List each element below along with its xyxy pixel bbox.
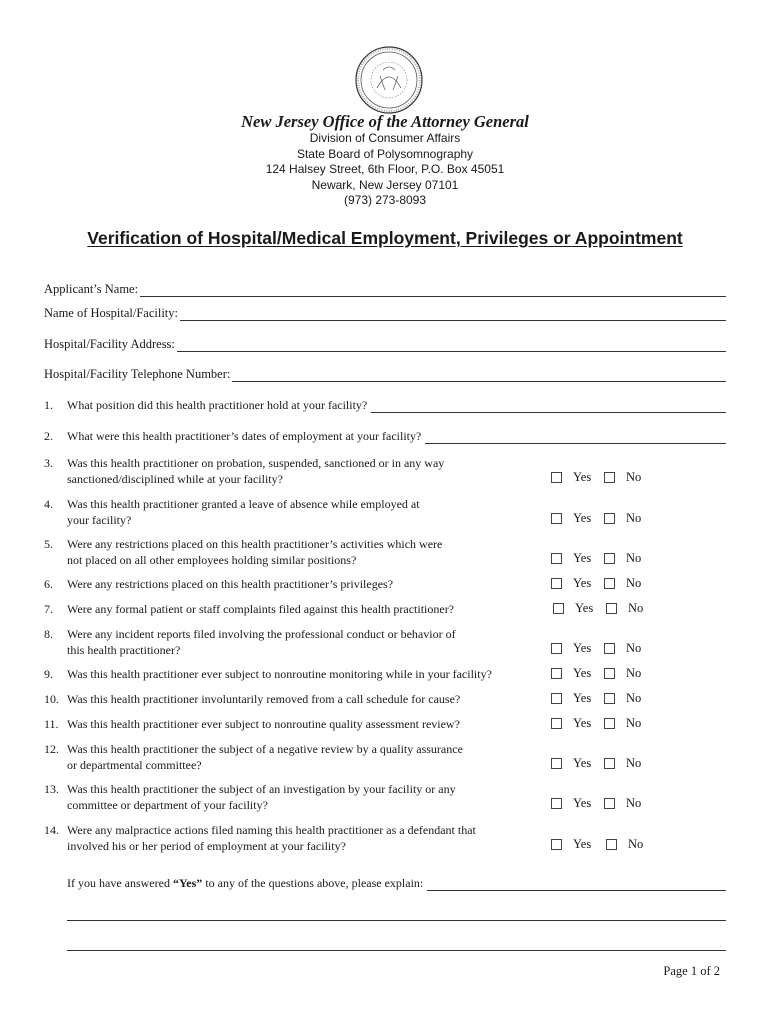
explain-field[interactable] [67,876,726,891]
question-text: Was this health practitioner the subject of an investigation by your facility or any [67,782,456,796]
question-10 [44,691,544,707]
yes-label: Yes [573,837,592,851]
facility-phone-label: Hospital/Facility Telephone Number: [44,367,231,381]
yes-no-group [551,511,651,526]
no-checkbox[interactable] [604,758,615,769]
yes-no-group [551,837,651,852]
question-4 [44,496,544,528]
yes-checkbox[interactable] [551,643,562,654]
question-7 [44,601,544,617]
no-checkbox[interactable] [604,472,615,483]
yes-checkbox[interactable] [551,513,562,524]
office-title: New Jersey Office of the Attorney General [241,112,529,131]
answer-line[interactable] [371,401,726,413]
yes-checkbox[interactable] [551,693,562,704]
question-text: Was this health practitioner involuntarily removed from a call schedule for cause? [67,692,461,706]
question-text-continued: committee or department of your facility? [67,798,268,812]
phone-number: (973) 273-8093 [343,193,427,207]
yes-label: Yes [573,576,592,590]
yes-no-group [551,691,651,706]
question-text: Were any malpractice actions filed naming this health practitioner as a defendant that [67,823,476,837]
facility-address-field[interactable] [44,337,726,352]
yes-no-group [551,576,651,591]
yes-label: Yes [573,511,592,525]
no-checkbox[interactable] [604,643,615,654]
yes-checkbox[interactable] [551,668,562,679]
facility-name-line[interactable] [180,309,726,321]
facility-address-line[interactable] [177,340,726,352]
question-number: 13. [44,782,59,796]
question-number: 9. [44,667,53,681]
question-text: Were any incident reports filed involving the professional conduct or behavior of [67,627,456,641]
yes-no-group [551,666,651,681]
question-1[interactable] [44,398,726,413]
question-text: Were any formal patient or staff complaints filed against this health practitioner? [67,602,455,616]
question-9 [44,666,544,682]
division-line: Division of Consumer Affairs [309,131,461,145]
no-checkbox[interactable] [604,553,615,564]
yes-label: Yes [573,551,592,565]
yes-label: Yes [573,756,592,770]
yes-checkbox[interactable] [551,798,562,809]
question-5 [44,536,544,568]
no-label: No [626,691,642,705]
no-checkbox[interactable] [604,693,615,704]
question-number: 14. [44,823,59,837]
yes-checkbox[interactable] [553,603,564,614]
applicant-name-line[interactable] [140,285,726,297]
yes-label: Yes [573,796,592,810]
question-number: 5. [44,537,53,551]
question-text: Was this health practitioner ever subject to nonroutine quality assessment review? [67,717,460,731]
no-label: No [626,576,642,590]
yes-no-group [551,551,651,566]
question-text: Was this health practitioner on probation, suspended, sanctioned or in any way [67,456,445,470]
yes-checkbox[interactable] [551,472,562,483]
board-line: State Board of Polysomnography [296,147,474,161]
yes-no-group [551,796,651,811]
yes-label: Yes [573,666,592,680]
city-address: Newark, New Jersey 07101 [311,178,459,192]
no-checkbox[interactable] [604,798,615,809]
question-number: 2. [44,429,53,443]
question-number: 1. [44,398,53,412]
applicant-name-field[interactable] [44,282,726,297]
question-text-continued: your facility? [67,513,132,527]
no-label: No [626,641,642,655]
no-label: No [628,601,644,615]
yes-checkbox[interactable] [551,839,562,850]
facility-name-field[interactable] [44,306,726,321]
question-2[interactable] [44,429,726,444]
question-text: What position did this health practitioner hold at your facility? [67,398,368,412]
yes-label: Yes [573,470,592,484]
question-text: Were any restrictions placed on this health practitioner’s privileges? [67,577,394,591]
no-label: No [626,666,642,680]
yes-no-group [551,756,651,771]
question-text: Was this health practitioner the subject of a negative review by a quality assurance [67,742,463,756]
question-number: 12. [44,742,59,756]
no-label: No [628,837,644,851]
applicant-name-label: Applicant’s Name: [44,282,139,296]
yes-checkbox[interactable] [551,578,562,589]
facility-name-label: Name of Hospital/Facility: [44,306,179,320]
yes-checkbox[interactable] [551,758,562,769]
explain-line-3[interactable] [67,950,726,951]
no-label: No [626,511,642,525]
facility-phone-field[interactable] [44,367,726,382]
street-address: 124 Halsey Street, 6th Floor, P.O. Box 45051 [265,162,505,176]
question-14 [44,822,544,854]
yes-no-group [551,716,651,731]
question-number: 8. [44,627,53,641]
yes-no-group [553,601,653,616]
page-number: Page 1 of 2 [663,964,720,978]
no-label: No [626,796,642,810]
question-3 [44,455,544,487]
question-12 [44,741,544,773]
question-number: 4. [44,497,53,511]
question-6 [44,576,544,592]
facility-address-label: Hospital/Facility Address: [44,337,175,351]
question-text-continued: sanctioned/disciplined while at your facility? [67,472,283,486]
question-text: Was this health practitioner ever subject to nonroutine monitoring while in your facility? [67,667,492,681]
explain-line-2[interactable] [67,920,726,921]
yes-label: Yes [573,716,592,730]
state-seal-icon [355,46,423,114]
form-title: Verification of Hospital/Medical Employment, Privileges or Appointment [87,228,683,248]
question-13 [44,781,544,813]
yes-no-group [551,641,651,656]
no-checkbox[interactable] [606,603,617,614]
no-label: No [626,716,642,730]
yes-no-group [551,470,651,485]
question-11 [44,716,544,732]
explain-line[interactable] [427,879,726,891]
yes-checkbox[interactable] [551,718,562,729]
question-number: 11. [44,717,59,731]
yes-checkbox[interactable] [551,553,562,564]
question-text-continued: involved his or her period of employment at your facility? [67,839,346,853]
yes-label: Yes [573,641,592,655]
question-8 [44,626,544,658]
answer-line[interactable] [425,432,726,444]
question-text: Was this health practitioner granted a leave of absence while employed at [67,497,420,511]
question-number: 3. [44,456,53,470]
question-number: 10. [44,692,59,706]
question-number: 7. [44,602,53,616]
question-text: What were this health practitioner’s dates of employment at your facility? [67,429,422,443]
facility-phone-line[interactable] [232,370,726,382]
no-checkbox[interactable] [606,839,617,850]
no-label: No [626,470,642,484]
no-label: No [626,756,642,770]
no-label: No [626,551,642,565]
no-checkbox[interactable] [604,578,615,589]
no-checkbox[interactable] [604,513,615,524]
question-text-continued: not placed on all other employees holding similar positions? [67,553,357,567]
question-number: 6. [44,577,53,591]
question-text-continued: this health practitioner? [67,643,181,657]
yes-label: Yes [573,691,592,705]
explain-label: If you have answered “Yes” to any of the questions above, please explain: [67,876,424,890]
question-text-continued: or departmental committee? [67,758,202,772]
question-text: Were any restrictions placed on this health practitioner’s activities which were [67,537,443,551]
no-checkbox[interactable] [604,668,615,679]
yes-label: Yes [575,601,594,615]
no-checkbox[interactable] [604,718,615,729]
